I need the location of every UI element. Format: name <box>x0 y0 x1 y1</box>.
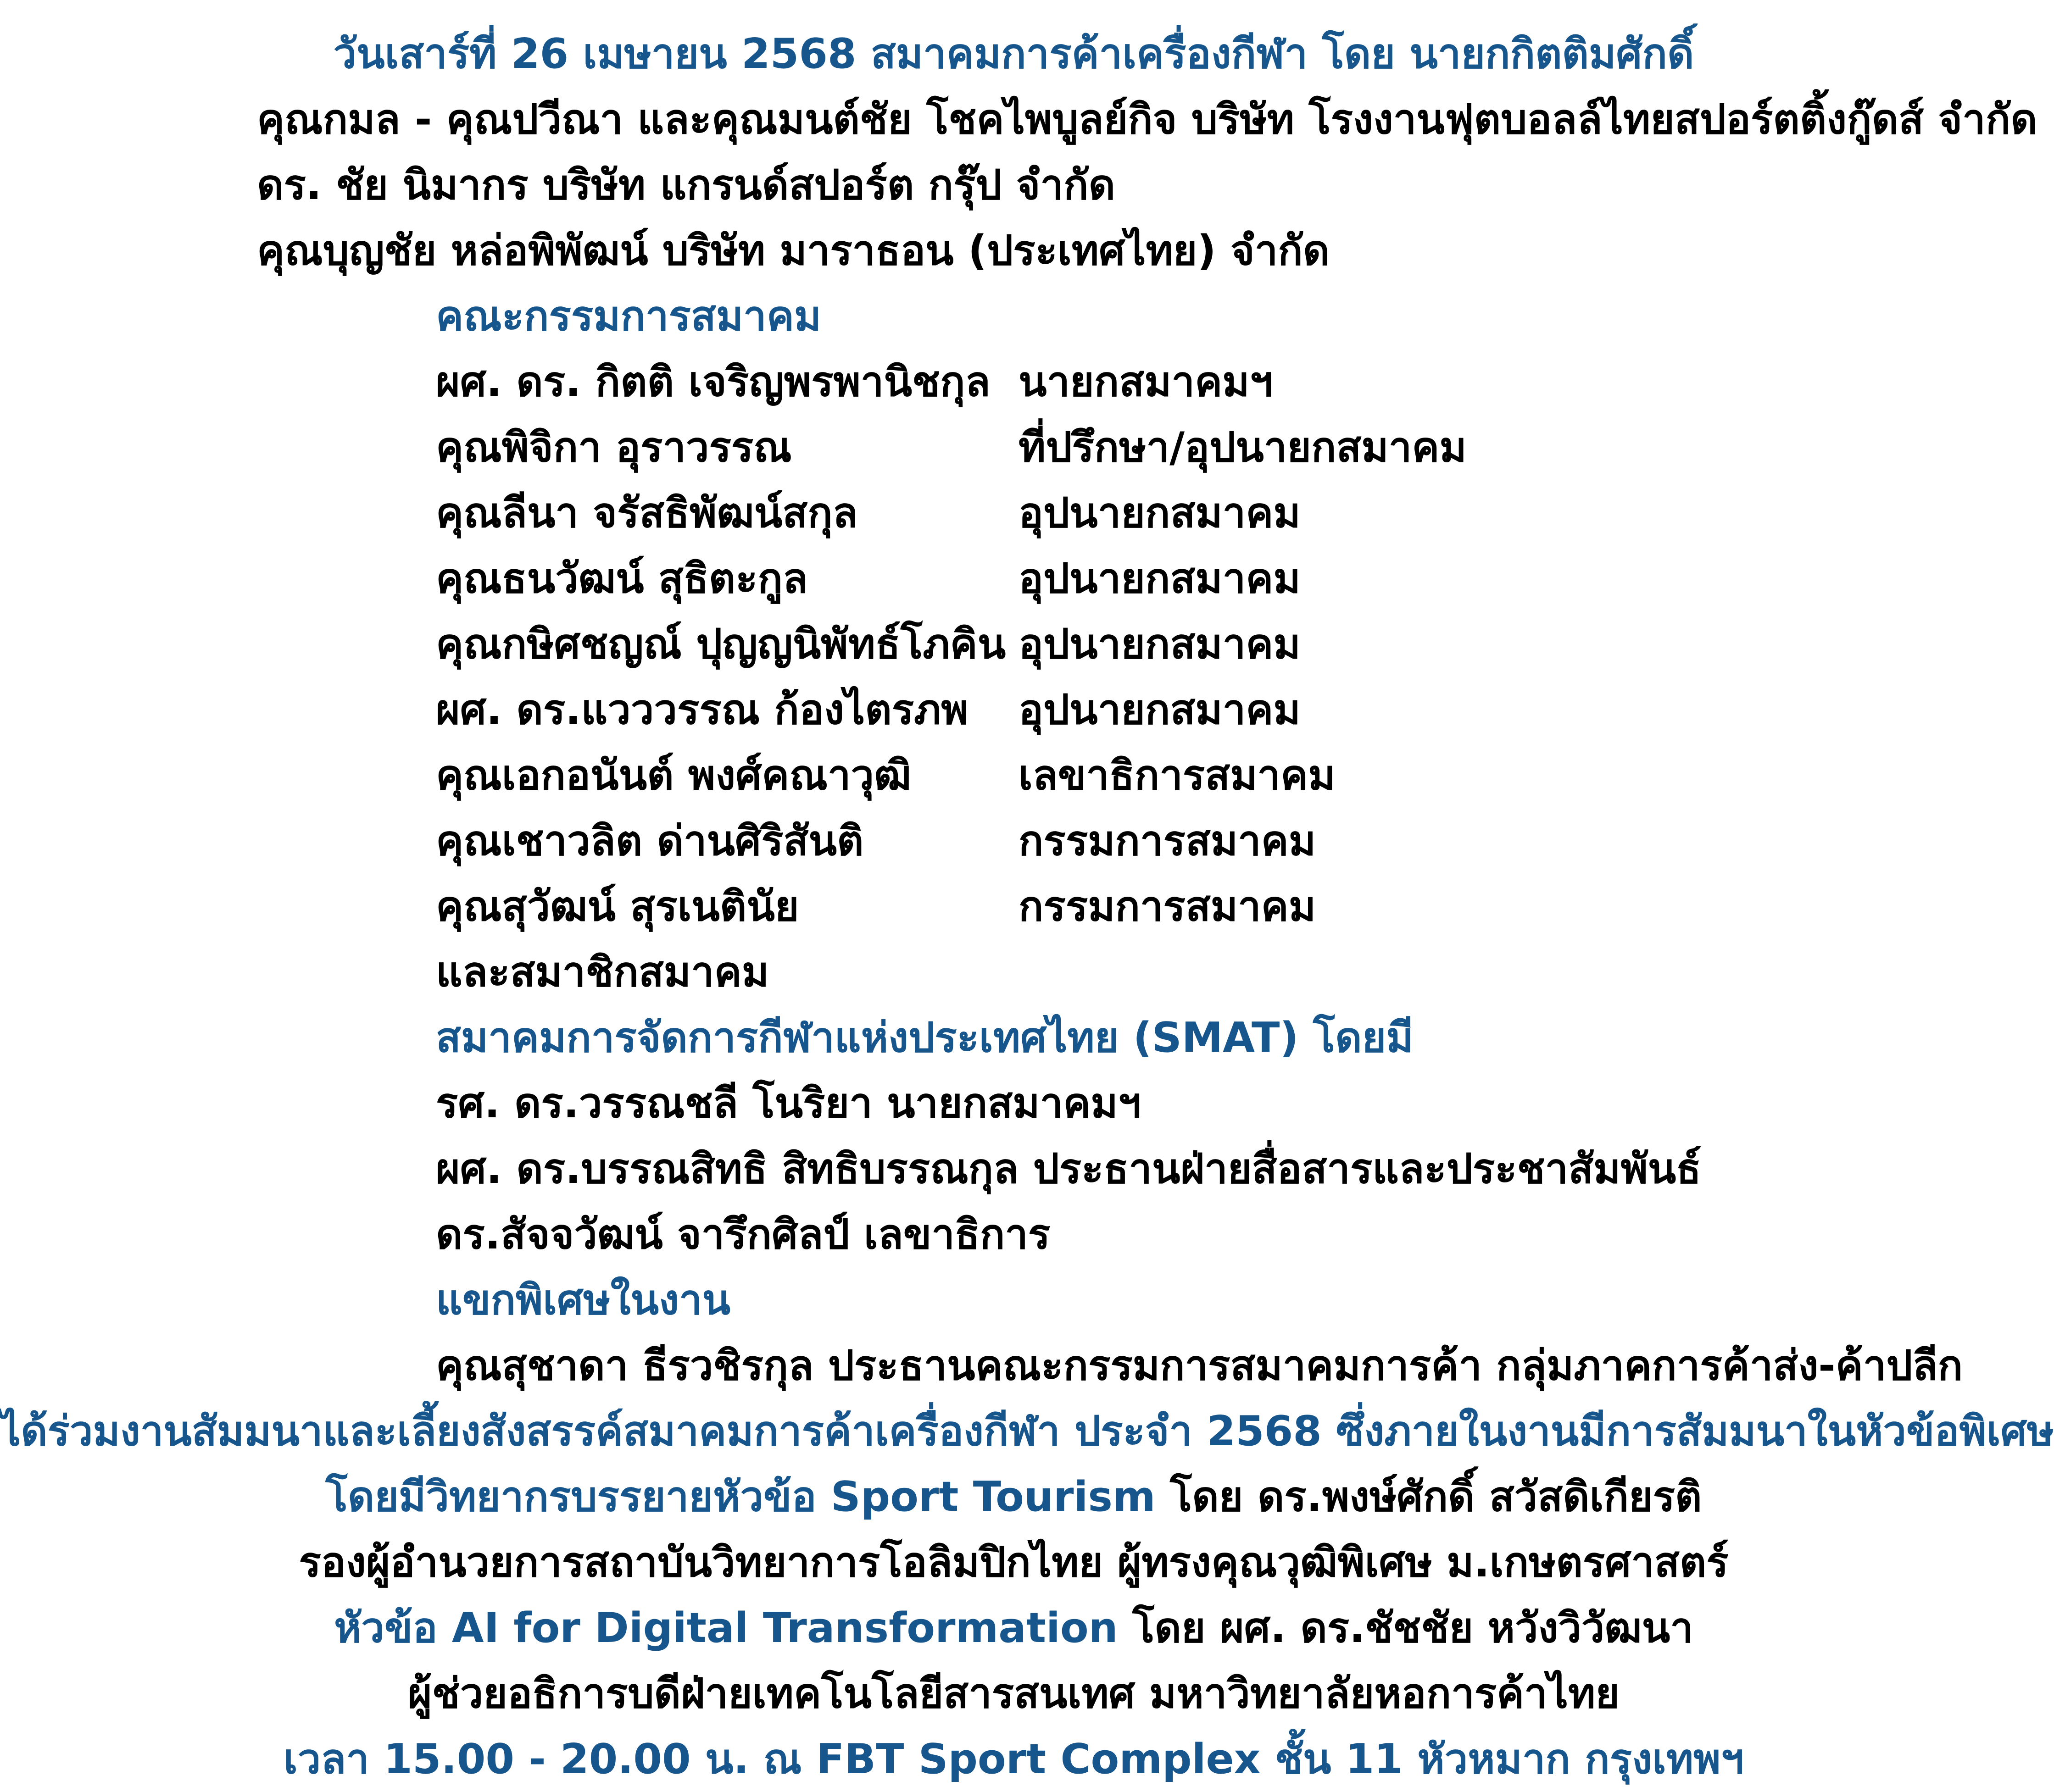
member-role: อุปนายกสมาคม <box>1019 489 1301 537</box>
special-guest-header: แขกพิเศษในงาน <box>436 1276 731 1324</box>
committee-member-row <box>0 349 2027 415</box>
speaker1-name: โดย ดร.พงษ์ศักดิ์ สวัสดิเกียรติ <box>1155 1473 1702 1521</box>
committee-member-row <box>0 546 2027 611</box>
committee-member-row <box>0 480 2027 546</box>
committee-member-row <box>0 874 2027 939</box>
smat-line-1: รศ. ดร.วรรณชลี โนริยา นายกสมาคมฯ <box>436 1079 1141 1127</box>
committee-footer: และสมาชิกสมาคม <box>436 948 769 996</box>
committee-member-row <box>0 611 2027 677</box>
member-name: ผศ. ดร. กิตติ เจริญพรพานิชกุล <box>436 358 991 406</box>
member-role: เลขาธิการสมาคม <box>1019 751 1336 799</box>
committee-header: คณะกรรมการสมาคม <box>436 292 822 340</box>
committee-member-row <box>0 808 2027 874</box>
speaker2-name: โดย ผศ. ดร.ชัชชัย หวังวิวัฒนา <box>1118 1604 1693 1652</box>
speaker2-title-line: ผู้ช่วยอธิการบดีฝ่ายเทคโนโลยีสารสนเทศ มหาวิทยาลัยหอการค้าไทย <box>407 1670 1620 1718</box>
honorary-line-2: ดร. ชัย นิมากร บริษัท แกรนด์สปอร์ต กรุ๊ป จำกัด <box>257 161 1116 209</box>
committee-member-row <box>0 743 2027 808</box>
event-time-place-line: เวลา 15.00 - 20.00 น. ณ FBT Sport Complex ชั้น 11 หัวหมาก กรุงเทพฯ <box>283 1735 1744 1783</box>
smat-header: สมาคมการจัดการกีฬาแห่งประเทศไทย (SMAT) โดยมี <box>436 1014 1414 1062</box>
member-role: อุปนายกสมาคม <box>1019 555 1301 603</box>
member-role: อุปนายกสมาคม <box>1019 686 1301 734</box>
page-title: วันเสาร์ที่ 26 เมษายน 2568 สมาคมการค้าเครื่องกีฬา โดย นายกกิตติมศักดิ์ <box>333 30 1694 78</box>
special-guest-line: คุณสุชาดา ธีรวชิรกุล ประธานคณะกรรมการสมาคมการค้า กลุ่มภาคการค้าส่ง-ค้าปลีก <box>436 1342 1963 1390</box>
member-name: ผศ. ดร.แวววรรณ ก้องไตรภพ <box>436 686 969 734</box>
member-role: กรรมการสมาคม <box>1019 817 1316 865</box>
smat-line-3: ดร.สัจจวัฒน์ จารึกศิลป์ เลขาธิการ <box>436 1210 1051 1259</box>
member-name: คุณกษิศชญณ์ ปุญญนิพัทธ์โภคิน <box>436 620 1006 668</box>
member-name: คุณสุวัฒน์ สุรเนตินัย <box>436 882 799 931</box>
member-name: คุณพิจิกา อุราวรรณ <box>436 423 792 472</box>
member-role: นายกสมาคมฯ <box>1019 358 1273 406</box>
smat-line-2: ผศ. ดร.บรรณสิทธิ สิทธิบรรณกุล ประธานฝ่ายสื่อสารและประชาสัมพันธ์ <box>436 1145 1702 1193</box>
honorary-line-1: คุณกมล - คุณปวีณา และคุณมนต์ชัย โชคไพบูลย์กิจ บริษัท โรงงานฟุตบอลล์ไทยสปอร์ตติ้งกู๊ดส์ จำกัด <box>257 95 2037 144</box>
speaker1-title-line: รองผู้อำนวยการสถาบันวิทยาการโอลิมปิกไทย ผู้ทรงคุณวุฒิพิเศษ ม.เกษตรศาสตร์ <box>299 1538 1729 1587</box>
member-name: คุณธนวัฒน์ สุธิตะกูล <box>436 555 808 603</box>
member-role: ที่ปรึกษา/อุปนายกสมาคม <box>1019 423 1467 472</box>
member-name: คุณเชาวลิต ด่านศิริสันติ <box>436 817 864 865</box>
committee-member-row <box>0 677 2027 743</box>
honorary-line-3: คุณบุญชัย หล่อพิพัฒน์ บริษัท มาราธอน (ประเทศไทย) จำกัด <box>257 227 1330 275</box>
speaker1-topic: โดยมีวิทยากรบรรยายหัวข้อ Sport Tourism <box>325 1473 1156 1521</box>
speaker1-line <box>0 1464 2027 1530</box>
speaker2-topic: หัวข้อ AI for Digital Transformation <box>334 1604 1118 1652</box>
member-role: อุปนายกสมาคม <box>1019 620 1301 668</box>
speaker2-line <box>0 1595 2027 1661</box>
member-name: คุณเอกอนันต์ พงศ์คณาวุฒิ <box>436 751 912 799</box>
member-name: คุณลีนา จรัสธิพัฒน์สกุล <box>436 489 858 537</box>
member-role: กรรมการสมาคม <box>1019 882 1316 931</box>
closing-summary-line: ได้ร่วมงานสัมมนาและเลี้ยงสังสรรค์สมาคมการค้าเครื่องกีฬา ประจำ 2568 ซึ่งภายในงานมีการสัมมนาในหัวข้อพิเศษ <box>0 1407 2054 1455</box>
committee-member-row <box>0 415 2027 480</box>
